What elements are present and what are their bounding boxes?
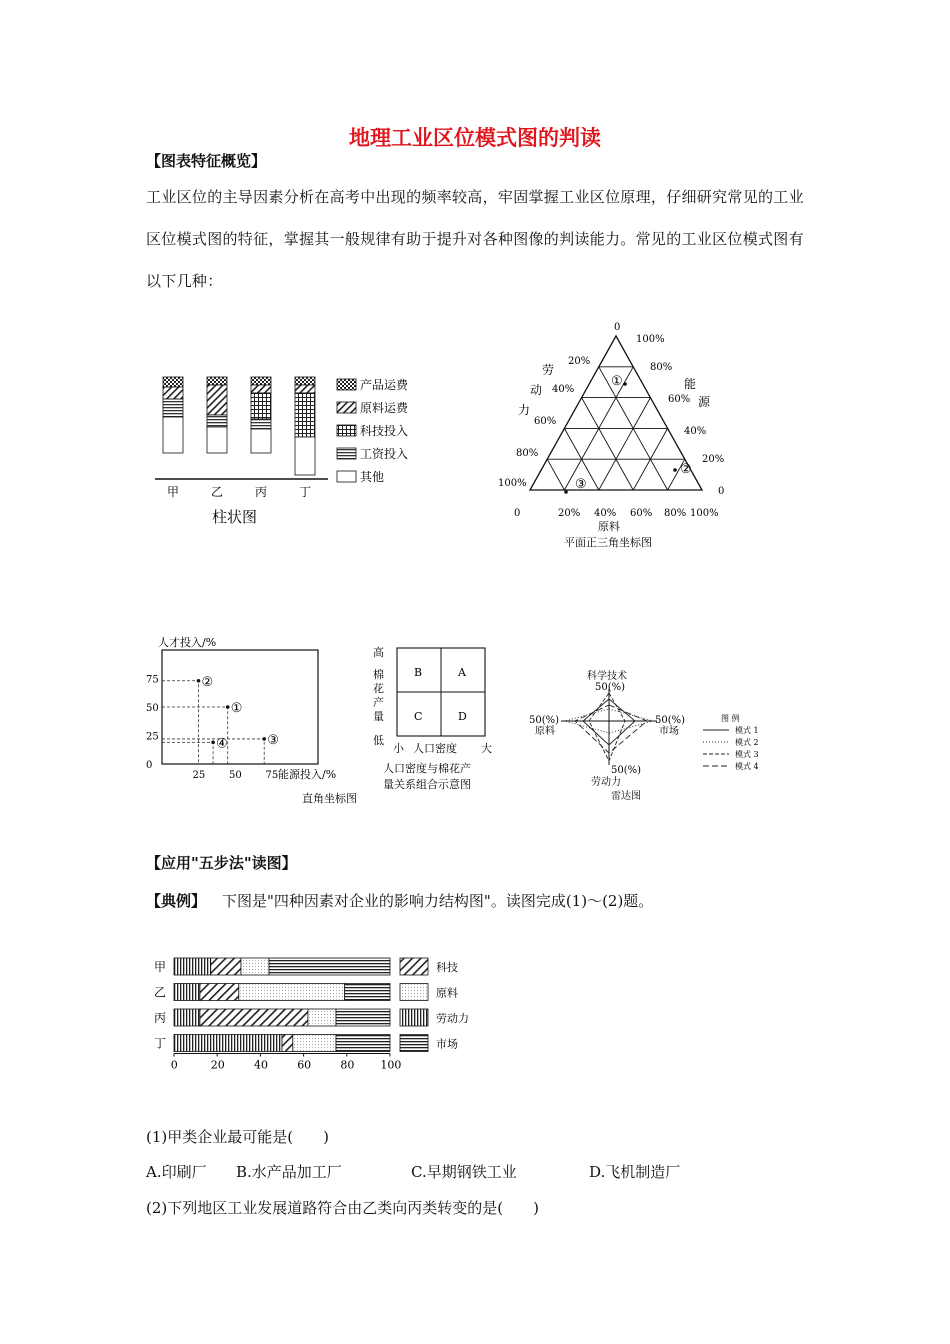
- triangle-top-label: 0: [614, 322, 621, 333]
- question-2: (2)下列地区工业发展道路符合由乙类向丙类转变的是( ): [146, 1199, 539, 1217]
- quad-cell-label: A: [458, 666, 466, 679]
- radar-body: [529, 669, 759, 802]
- radar-legend-label: 模式 1: [735, 726, 759, 735]
- stack-xtick-label: 20: [210, 1058, 225, 1072]
- triangle-bottom-tick: 80%: [664, 508, 687, 519]
- radar-axis-value: 50(%): [611, 765, 642, 776]
- quad-cell-label: C: [414, 710, 423, 723]
- triangle-axis-labor: 动: [530, 383, 543, 397]
- rect-point-label: ④: [216, 736, 228, 752]
- triangle-right-tick: 80%: [650, 362, 673, 373]
- stack-legend-swatch: [400, 958, 428, 975]
- triangle-point-label: ③: [575, 477, 587, 492]
- stack-legend-swatch: [400, 1035, 428, 1052]
- stack-legend-swatch: [400, 1009, 428, 1026]
- stack-segment: [282, 1035, 293, 1052]
- rect-xlabel: 能源投入/%: [278, 768, 337, 781]
- bar-chart-title: 柱状图: [212, 508, 258, 526]
- rect-point: [262, 737, 266, 741]
- radar-legend-label: 模式 2: [735, 738, 759, 747]
- stack-category-label: 丁: [154, 1036, 167, 1051]
- triangle-bottom-tick: 0: [514, 508, 521, 519]
- quad-cell-label: B: [414, 666, 423, 679]
- stack-segment: [336, 1009, 390, 1026]
- radar-legend-label: 模式 3: [735, 750, 759, 759]
- question-1: (1)甲类企业最可能是( ): [146, 1128, 329, 1146]
- quad-x-small: 小: [393, 742, 404, 755]
- quad-caption-2: 量关系组合示意图: [383, 778, 471, 791]
- radar-shape: [575, 705, 647, 753]
- bar-chart: [150, 365, 440, 535]
- triangle-gridline: [547, 459, 564, 490]
- stack-segment: [174, 1009, 200, 1026]
- quad-cell-label: D: [458, 710, 467, 723]
- triangle-bottom-tick: 60%: [630, 508, 653, 519]
- bar-segment: [207, 427, 227, 453]
- stack-segment: [174, 1035, 282, 1052]
- bar-segment: [295, 437, 315, 475]
- rect-xtick: 50: [229, 770, 242, 781]
- rect-point-label: ③: [267, 732, 279, 748]
- bar-legend-label: 工资投入: [360, 447, 409, 461]
- bar-segment: [163, 377, 183, 387]
- example-line: [146, 890, 653, 911]
- triangle-point-label: ②: [680, 462, 692, 477]
- triangle-left-tick: 60%: [534, 416, 557, 427]
- triangle-point: [623, 382, 627, 386]
- stack-xtick-label: 0: [170, 1058, 178, 1072]
- radar-legend-label: 模式 4: [735, 762, 759, 771]
- bar-segment: [251, 385, 271, 393]
- quad-y-low: 低: [373, 734, 384, 747]
- bar-segment: [251, 393, 271, 419]
- stack-legend-label: 劳动力: [436, 1012, 469, 1025]
- stack-segment: [336, 1035, 390, 1052]
- bar-segment: [251, 419, 271, 429]
- rect-ylabel: 人才投入/%: [158, 636, 217, 649]
- stack-segment: [200, 984, 239, 1001]
- rect-point-label: ②: [201, 674, 214, 690]
- quad-y-label: 花: [373, 682, 384, 695]
- triangle-right-tick: 40%: [684, 426, 707, 437]
- triangle-axis-labor: 劳: [542, 363, 555, 377]
- quad-y-label: 产: [373, 696, 384, 709]
- bar-segment: [295, 393, 315, 437]
- bar-segment: [295, 377, 315, 385]
- stack-segment: [241, 958, 269, 975]
- bar-segment: [207, 377, 227, 385]
- stack-category-label: 甲: [154, 960, 167, 974]
- radar-legend-title: 图 例: [721, 714, 740, 723]
- triangle-point: [564, 490, 568, 494]
- stacked-body: [154, 958, 469, 1072]
- example-text: 下图是"四种因素对企业的影响力结构图"。读图完成(1)～(2)题。: [222, 892, 654, 910]
- page-title: 地理工业区位模式图的判读: [349, 126, 601, 150]
- bar-segment: [163, 399, 183, 417]
- bar-stacks: [163, 377, 315, 475]
- bar-segment: [163, 417, 183, 453]
- rect-ytick: 0: [146, 760, 153, 771]
- stack-xtick-label: 80: [340, 1058, 355, 1072]
- bar-legend-label: 科技投入: [360, 424, 409, 438]
- triangle-right-tick: 60%: [668, 394, 691, 405]
- triangle-chart: [490, 318, 740, 558]
- stack-category-label: 乙: [154, 985, 167, 1000]
- radar-axis-value: 50(%): [655, 715, 686, 726]
- triangle-labels: [498, 322, 724, 549]
- rect-title: 直角坐标图: [302, 792, 357, 805]
- bar-legend: [337, 377, 409, 484]
- bar-category-label: 丙: [255, 485, 268, 499]
- rect-xtick: 75: [265, 770, 279, 781]
- quad-x-large: 大: [481, 742, 492, 755]
- option-d[interactable]: D.飞机制造厂: [589, 1163, 681, 1181]
- rect-point: [226, 705, 230, 709]
- stack-segment: [200, 1009, 308, 1026]
- rect-ytick: 50: [146, 703, 159, 714]
- triangle-grid: [530, 336, 702, 490]
- rect-guide-line: [162, 681, 199, 764]
- stack-category-label: 丙: [154, 1011, 167, 1025]
- stack-segment: [293, 1035, 336, 1052]
- bar-legend-swatch: [337, 402, 356, 413]
- stack-xtick-label: 100: [380, 1058, 402, 1072]
- rect-point: [211, 741, 215, 745]
- bar-legend-swatch: [337, 379, 356, 390]
- bar-segment: [207, 415, 227, 427]
- stack-segment: [174, 958, 211, 975]
- stack-legend-label: 原料: [436, 986, 458, 1000]
- stack-segment: [174, 984, 200, 1001]
- triangle-right-tick: 100%: [636, 334, 665, 345]
- triangle-right-tick: 20%: [702, 454, 725, 465]
- rect-xtick: 25: [192, 770, 206, 781]
- bar-legend-label: 产品运费: [360, 378, 409, 392]
- quad-y-high: 高: [373, 646, 384, 659]
- quadrant-chart: [365, 640, 505, 800]
- radar-axis-label: 原料: [535, 726, 555, 737]
- triangle-left-tick: 80%: [516, 448, 539, 459]
- rect-chart-body: [146, 635, 357, 805]
- rect-point: [197, 679, 201, 683]
- triangle-bottom-tick: 100%: [690, 508, 719, 519]
- bar-segment: [251, 377, 271, 385]
- triangle-axis-energy: 源: [698, 395, 711, 409]
- triangle-left-tick: 100%: [498, 478, 527, 489]
- triangle-right-tick: 0: [718, 486, 725, 497]
- section-heading-overview: 【图表特征概览】: [146, 152, 267, 170]
- quad-y-label: 棉: [373, 668, 384, 681]
- bar-category-label: 甲: [167, 485, 180, 499]
- stack-segment: [239, 984, 345, 1001]
- triangle-axis-material: 原料: [598, 520, 620, 533]
- stack-segment: [308, 1009, 336, 1026]
- example-tag: 【典例】: [146, 892, 207, 910]
- radar-title: 雷达图: [611, 791, 641, 802]
- stack-segment: [269, 958, 390, 975]
- bar-segment: [163, 387, 183, 399]
- rect-ytick: 75: [146, 674, 159, 686]
- quadrant-body: [373, 645, 492, 791]
- stack-segment: [345, 984, 390, 1001]
- radar-axis-value: 50(%): [529, 715, 560, 726]
- triangle-left-tick: 40%: [552, 384, 575, 395]
- triangle-point: [673, 468, 677, 472]
- triangle-title: 平面正三角坐标图: [564, 536, 652, 549]
- bar-category-label: 丁: [299, 485, 312, 499]
- option-b[interactable]: B.水产品加工厂: [236, 1163, 342, 1181]
- stack-segment: [211, 958, 241, 975]
- bar-segment: [251, 429, 271, 453]
- triangle-gridline: [582, 398, 634, 490]
- triangle-gridline: [599, 398, 651, 490]
- bar-segment: [207, 385, 227, 415]
- stack-xtick-label: 60: [297, 1058, 312, 1072]
- triangle-bottom-tick: 40%: [594, 508, 617, 519]
- radar-axis-label: 科学技术: [587, 671, 627, 682]
- bar-legend-swatch: [337, 471, 356, 482]
- bar-legend-swatch: [337, 448, 356, 459]
- radar-axis-value: 50(%): [595, 682, 626, 693]
- quad-y-label: 量: [373, 710, 384, 723]
- option-c[interactable]: C.早期钢铁工业: [411, 1163, 517, 1181]
- bar-segment: [295, 385, 315, 393]
- stack-xtick-label: 40: [254, 1058, 268, 1072]
- stack-legend-label: 科技: [436, 961, 458, 974]
- stacked-bar-chart: [150, 948, 480, 1080]
- intro-paragraph: 工业区位的主导因素分析在高考中出现的频率较高，牢固掌握工业区位原理，仔细研究常见的工业区位模式图的特征，掌握其一般规律有助于提升对各种图像的判读能力。常见的工业区位模式图有以下几种：: [146, 188, 804, 290]
- triangle-outline: [530, 336, 702, 490]
- rect-guide-line: [162, 742, 213, 764]
- quad-caption-1: 人口密度与棉花产: [383, 762, 471, 775]
- radar-axis-label: 劳动力: [591, 777, 621, 788]
- quad-x-label: 人口密度: [413, 742, 457, 755]
- stack-legend-swatch: [400, 984, 428, 1001]
- stack-legend-label: 市场: [436, 1037, 458, 1051]
- radar-chart: [525, 665, 775, 805]
- section-heading-five-steps: 【应用"五步法"读图】: [146, 854, 297, 872]
- triangle-point-label: ①: [611, 374, 623, 389]
- bar-category-label: 乙: [211, 485, 224, 499]
- triangle-axis-labor: 力: [518, 403, 531, 417]
- triangle-bottom-tick: 20%: [558, 508, 581, 519]
- bar-legend-label: 其他: [360, 470, 385, 484]
- triangle-left-tick: 20%: [568, 356, 591, 367]
- rect-chart: [140, 630, 380, 810]
- radar-axis-label: 市场: [659, 726, 679, 737]
- bar-category-labels: [167, 485, 311, 499]
- triangle-axis-energy: 能: [684, 377, 697, 391]
- bar-legend-swatch: [337, 425, 356, 436]
- rect-ytick: 25: [146, 731, 159, 743]
- bar-legend-label: 原料运费: [360, 401, 409, 415]
- rect-point-label: ①: [230, 701, 243, 716]
- option-a[interactable]: A.印刷厂: [146, 1163, 207, 1181]
